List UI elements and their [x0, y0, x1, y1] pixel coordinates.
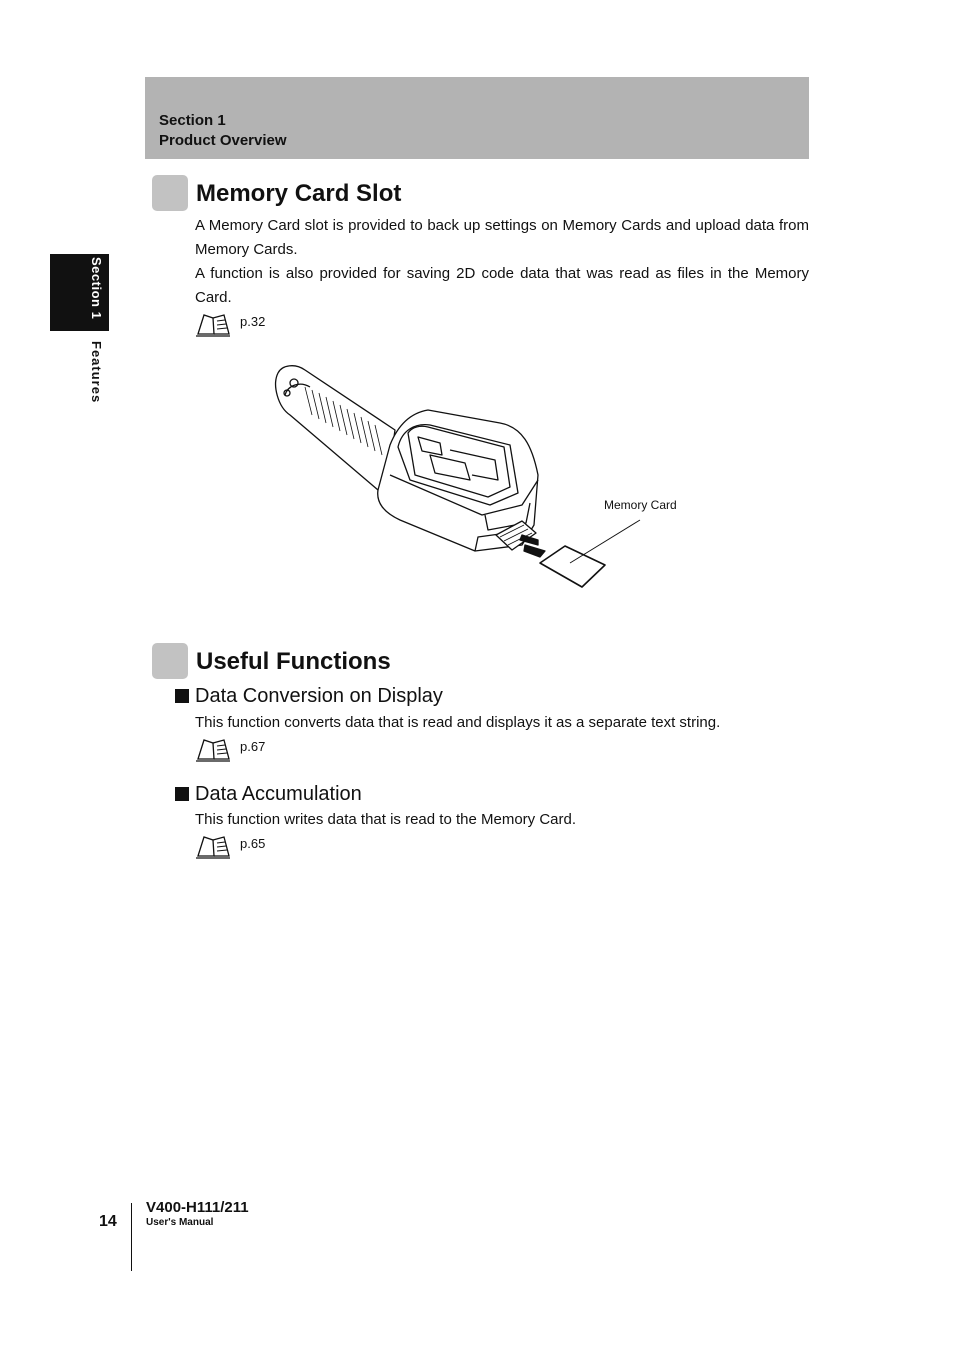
- footer-divider: [131, 1203, 132, 1271]
- heading-square-marker: [152, 643, 188, 679]
- black-square-bullet: [175, 787, 189, 801]
- footer-model: V400-H111/211: [146, 1199, 249, 1216]
- memory-card-slot-heading: Memory Card Slot: [196, 180, 402, 207]
- black-square-bullet: [175, 689, 189, 703]
- memory-card-paragraph-1: A Memory Card slot is provided to back up settings on Memory Cards and upload data from Memory Cards.: [195, 217, 809, 258]
- reference-link[interactable]: [195, 834, 265, 860]
- reference-page: p.65: [240, 836, 266, 851]
- useful-functions-heading: Useful Functions: [196, 648, 391, 675]
- data-accumulation-heading: [175, 782, 362, 806]
- book-reference-icon: [195, 834, 231, 859]
- footer-manual: User's Manual: [146, 1217, 214, 1228]
- section-header-text: [159, 111, 287, 151]
- data-conversion-text: This function converts data that is read and displays it as a separate text string.: [195, 714, 721, 731]
- memory-card-callout: Memory Card: [604, 498, 677, 512]
- book-reference-icon: [195, 312, 231, 337]
- memory-card-paragraph-2: A function is also provided for saving 2D code data that was read as files in the Memory Card.: [195, 265, 809, 306]
- reader-memory-card-illustration: [260, 355, 720, 605]
- side-chapter-label: Features: [89, 341, 104, 404]
- side-section-label: Section 1: [89, 257, 104, 320]
- section-title: Product Overview: [159, 132, 287, 149]
- reference-page: p.67: [240, 739, 266, 754]
- page-number: 14: [99, 1213, 117, 1230]
- data-accumulation-text: This function writes data that is read to the Memory Card.: [195, 811, 576, 828]
- data-conversion-title: Data Conversion on Display: [195, 685, 443, 707]
- section-label: Section 1: [159, 112, 226, 129]
- reference-page: p.32: [240, 314, 266, 329]
- data-conversion-heading: [175, 684, 443, 708]
- reference-link[interactable]: [195, 312, 265, 338]
- book-reference-icon: [195, 737, 231, 762]
- heading-square-marker: [152, 175, 188, 211]
- data-accumulation-title: Data Accumulation: [195, 783, 362, 805]
- reference-link[interactable]: [195, 737, 265, 763]
- section-header-band: [145, 77, 809, 159]
